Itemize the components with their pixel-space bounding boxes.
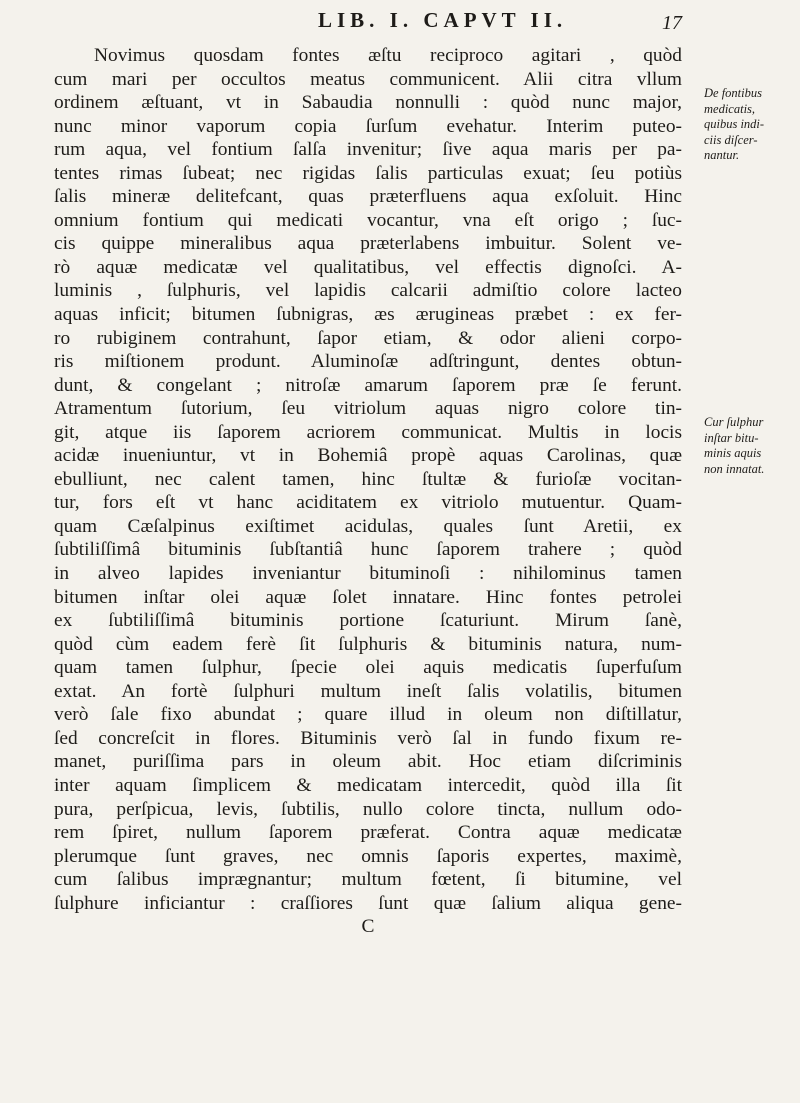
text-line: acidæ inueniuntur, vt in Bohemiâ propè aquas Carolinas, quæ [54,445,682,467]
text-line: tentes rimas ſubeat; nec rigidas ſalis particulas exuat; ſeu potiùs [54,162,682,184]
margin-note-line: Cur ſulphur [704,415,764,429]
page-number: 17 [662,12,682,34]
margin-note-line: ciis diſcer- [704,132,758,147]
text-line: bitumen inſtar olei aquæ ſolet innatare. Hinc fontes petrolei [54,586,682,608]
text-line: tur, fors eſt vt hanc aciditatem ex vitriolo mutuentur. Quam- [54,492,682,514]
text-line: in alveo lapides inveniantur bituminoſi : nihilominus tamen [54,563,682,585]
text-line: quòd cùm eadem ferè ſit ſulphuris & bituminis natura, num- [54,633,682,655]
text-line: cum mari per occultos meatus communicent. Alii citra vllum [54,68,682,90]
margin-note-line: medicatis, [704,101,756,116]
text-line: ris miſtionem produnt. Aluminoſæ adſtringunt, dentes obtun- [54,351,682,373]
text-line: nunc minor vaporum copia ſurſum evehatur. Interim puteo- [54,115,682,137]
text-line: ebulliunt, nec calent tamen, hinc ſtultæ & furioſæ vocitan- [54,468,682,490]
text-line: ex ſubtiliſſimâ bituminis portione ſcaturiunt. Mirum ſanè, [54,610,682,632]
text-line: Novimus quosdam fontes æſtu reciproco agitari , quòd [94,45,682,66]
text-line: rum aqua, vel fontium ſalſa invenitur; ſive aqua maris per pa- [54,139,682,161]
margin-note-line: minis aquis [704,446,762,460]
text-line: cum ſalibus imprægnantur; multum fœtent, ſi bitumine, vel [54,869,682,891]
text-line: quam Cæſalpinus exiſtimet acidulas, quales ſunt Aretii, ex [54,515,682,537]
text-line: ſulphure inficiantur : craſſiores ſunt quæ ſalium aliqua gene- [54,892,682,914]
running-head [0,8,800,42]
text-line: quam tamen ſulphur, ſpecie olei aquis medicatis ſuperfuſum [54,657,682,679]
margin-note-line: quibus indi- [704,117,765,131]
text-line: Atramentum ſutorium, ſeu vitriolum aquas nigro colore tin- [54,398,682,420]
text-line: aquas inficit; bitumen ſubnigras, æs æruginеas præbet : ex fer- [54,304,682,326]
text-line: cis quippe mineralibus aqua præterlabens imbuitur. Solent ve- [54,233,682,255]
text-line: inter aquam ſimplicem & medicatam intercedit, quòd illa ſit [54,774,682,796]
body-text [54,44,682,939]
text-line: ſubtiliſſimâ bituminis ſubſtantiâ hunc ſaporem trahere ; quòd [54,539,682,561]
text-line: ordinem æſtuant, vt in Sabaudia nonnulli : quòd nunc major, [54,92,682,114]
text-line: rò aquæ medicatæ vel qualitatibus, vel effectis dignoſci. A- [54,256,682,278]
text-line: pura, perſpicua, levis, ſubtilis, nullo colore tincta, nullum odo- [54,798,682,820]
text-line: extat. An fortè ſulphuri multum ineſt ſalis volatilis, bitumen [54,680,682,702]
text-line: ſed concreſcit in flores. Bituminis verò ſal in fundo fixum re- [54,727,682,749]
margin-note-line: nantur. [704,148,740,162]
running-title: LIB. I. CAPVT II. [318,8,568,32]
text-line: omnium fontium qui medicati vocantur, vna eſt origo ; ſuc- [54,209,682,231]
margin-note-medicated-springs [704,86,794,164]
text-line: luminis , ſulphuris, vel lapidis calcarii admiſtio colore lacteo [54,280,682,302]
text-line: ro rubiginem contrahunt, ſapor etiam, & odor alieni corpo- [54,327,682,349]
text-line: ſalis mineræ delitefcant, quas præterfluens aqua exſoluit. Hinc [54,186,682,208]
margin-note-sulphur [704,415,794,477]
catchword: C [361,916,375,938]
text-line: verò ſale fixo abundat ; quare illud in oleum non diſtillatur, [54,704,682,726]
margin-note-line: inſtar bitu- [704,430,759,445]
text-line: plerumque ſunt graves, nec omnis ſaporis expertes, maximè, [54,845,682,867]
text-line: rem ſpiret, nullum ſaporem præferat. Contra aquæ medicatæ [54,822,682,844]
text-line: manet, puriſſima pars in oleum abit. Hoc etiam diſcriminis [54,751,682,773]
margin-note-line: non innatat. [704,461,765,476]
margin-note-line: De fontibus [704,86,762,100]
text-line: dunt, & congelant ; nitroſæ amarum ſaporem præ ſe ferunt. [54,374,682,396]
text-line: git, atque iis ſaporem acriorem communicat. Multis in locis [54,421,682,443]
